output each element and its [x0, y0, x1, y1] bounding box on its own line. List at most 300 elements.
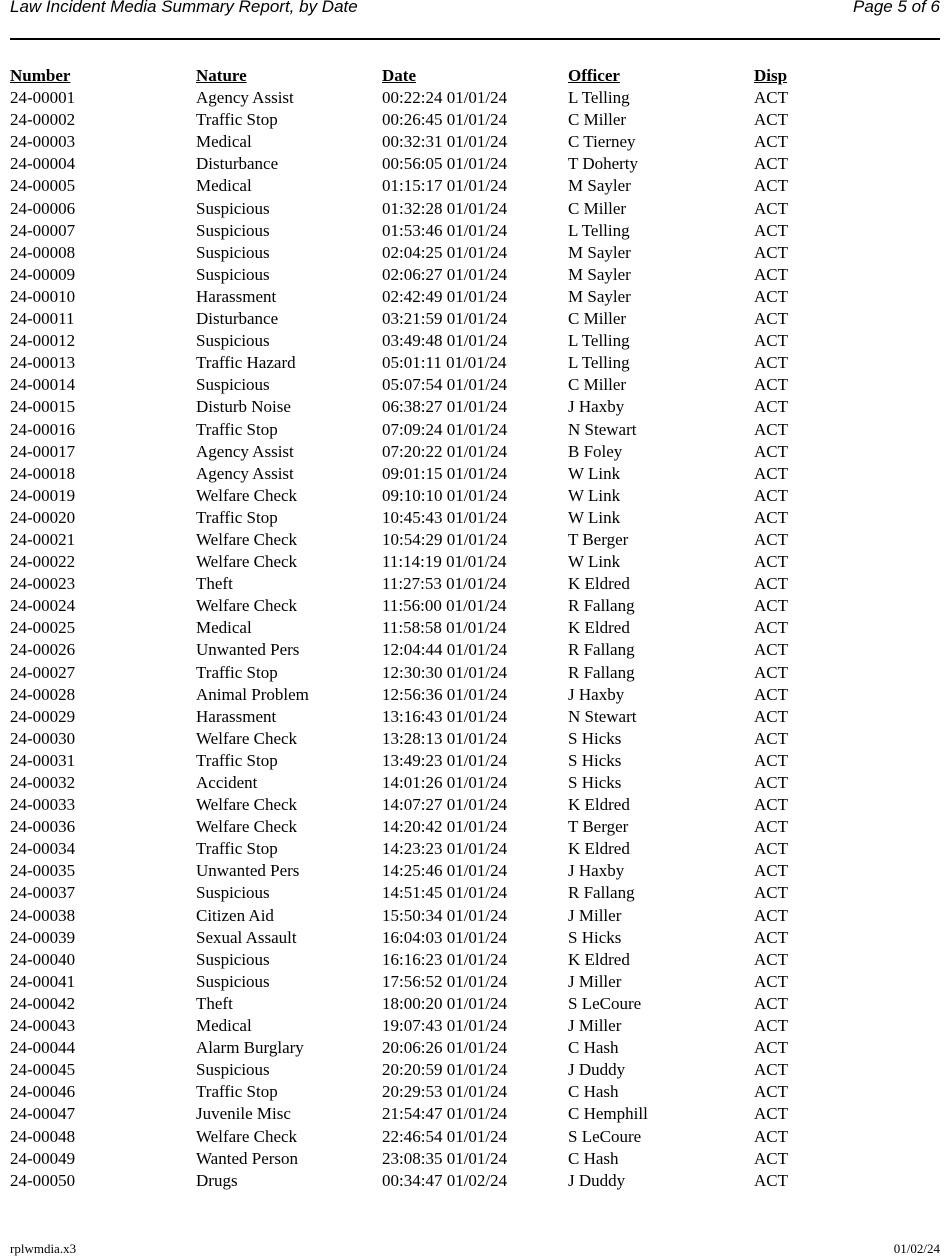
table-row [10, 728, 940, 750]
incident-date: 14:51:45 01/01/24 [382, 883, 508, 903]
incident-officer: N Stewart [568, 419, 637, 439]
incident-officer: L Telling [568, 220, 630, 240]
incident-disp: ACT [754, 1082, 788, 1102]
incident-date: 02:06:27 01/01/24 [382, 264, 508, 284]
incident-nature: Traffic Stop [196, 662, 278, 682]
incident-nature: Medical [196, 1016, 252, 1036]
table-row [10, 242, 940, 264]
incident-number: 24-00039 [10, 927, 76, 947]
table-row [10, 175, 940, 197]
incident-number: 24-00004 [10, 154, 76, 174]
table-row [10, 573, 940, 595]
incident-nature: Traffic Stop [196, 1082, 278, 1102]
table-row [10, 617, 940, 639]
table-row [10, 662, 940, 684]
incident-nature: Harassment [196, 286, 277, 306]
table-row [10, 971, 940, 993]
incident-nature: Traffic Stop [196, 839, 278, 859]
incident-number: 24-00002 [10, 110, 76, 130]
incident-disp: ACT [754, 1126, 788, 1146]
incident-nature: Welfare Check [196, 596, 298, 616]
incident-disp: ACT [754, 529, 788, 549]
incident-officer: R Fallang [568, 662, 635, 682]
incident-date: 03:21:59 01/01/24 [382, 309, 508, 329]
incident-disp: ACT [754, 132, 788, 152]
incident-disp: ACT [754, 552, 788, 572]
incident-officer: S Hicks [568, 750, 622, 770]
incident-number: 24-00001 [10, 88, 76, 108]
incident-nature: Unwanted Pers [196, 861, 300, 881]
incident-date: 16:04:03 01/01/24 [382, 927, 508, 947]
incident-date: 13:49:23 01/01/24 [382, 750, 508, 770]
table-row [10, 551, 940, 573]
table-row [10, 794, 940, 816]
incident-number: 24-00034 [10, 839, 76, 859]
incident-disp: ACT [754, 1060, 788, 1080]
incident-nature: Agency Assist [196, 441, 294, 461]
incident-date: 01:53:46 01/01/24 [382, 220, 508, 240]
incident-officer: R Fallang [568, 596, 635, 616]
incident-date: 11:58:58 01/01/24 [382, 618, 507, 638]
incident-nature: Medical [196, 176, 252, 196]
incident-nature: Traffic Stop [196, 507, 278, 527]
incident-disp: ACT [754, 375, 788, 395]
incident-date: 01:32:28 01/01/24 [382, 198, 508, 218]
incident-number: 24-00037 [10, 883, 76, 903]
incident-disp: ACT [754, 883, 788, 903]
incident-date: 10:54:29 01/01/24 [382, 529, 508, 549]
incident-nature: Disturbance [196, 154, 279, 174]
incident-number: 24-00047 [10, 1104, 76, 1124]
incident-officer: C Miller [568, 309, 627, 329]
table-row [10, 750, 940, 772]
incident-disp: ACT [754, 839, 788, 859]
incident-disp: ACT [754, 309, 788, 329]
incident-disp: ACT [754, 463, 788, 483]
incident-officer: C Miller [568, 198, 627, 218]
incident-nature: Drugs [196, 1170, 238, 1190]
incident-disp: ACT [754, 949, 788, 969]
incident-number: 24-00043 [10, 1016, 76, 1036]
incident-officer: K Eldred [568, 574, 630, 594]
table-row [10, 1148, 940, 1170]
incident-disp: ACT [754, 640, 788, 660]
incident-nature: Welfare Check [196, 795, 298, 815]
incident-date: 16:16:23 01/01/24 [382, 949, 508, 969]
incident-number: 24-00024 [10, 596, 76, 616]
table-row [10, 109, 940, 131]
incident-nature: Medical [196, 618, 252, 638]
incident-number: 24-00045 [10, 1060, 76, 1080]
incident-disp: ACT [754, 331, 788, 351]
incident-nature: Alarm Burglary [196, 1038, 304, 1058]
incident-date: 09:10:10 01/01/24 [382, 485, 508, 505]
table-row [10, 87, 940, 109]
incident-date: 00:22:24 01/01/24 [382, 88, 508, 108]
page-number: Page 5 of 6 [853, 0, 940, 16]
incident-date: 19:07:43 01/01/24 [382, 1016, 508, 1036]
incident-officer: J Haxby [568, 861, 625, 881]
incident-officer: L Telling [568, 88, 630, 108]
incident-disp: ACT [754, 1038, 788, 1058]
incident-disp: ACT [754, 1016, 788, 1036]
incident-officer: J Miller [568, 1016, 622, 1036]
incident-number: 24-00006 [10, 198, 76, 218]
incident-nature: Suspicious [196, 331, 270, 351]
page-header [0, 0, 950, 22]
incident-officer: W Link [568, 552, 621, 572]
table-body [10, 87, 940, 1192]
incident-date: 06:38:27 01/01/24 [382, 397, 508, 417]
incident-date: 21:54:47 01/01/24 [382, 1104, 508, 1124]
incident-officer: L Telling [568, 353, 630, 373]
incident-date: 18:00:20 01/01/24 [382, 993, 508, 1013]
table-row [10, 949, 940, 971]
table-row [10, 882, 940, 904]
incident-nature: Animal Problem [196, 684, 309, 704]
incident-disp: ACT [754, 773, 788, 792]
incident-nature: Juvenile Misc [196, 1104, 291, 1124]
column-header-disp: Disp [754, 66, 788, 85]
incident-disp: ACT [754, 927, 788, 947]
incident-nature: Welfare Check [196, 485, 298, 505]
incident-officer: J Haxby [568, 397, 625, 417]
incident-number: 24-00005 [10, 176, 76, 196]
incident-date: 14:01:26 01/01/24 [382, 773, 508, 792]
incident-disp: ACT [754, 441, 788, 461]
table-row [10, 463, 940, 485]
report-table [10, 65, 940, 1192]
incident-date: 00:56:05 01/01/24 [382, 154, 508, 174]
incident-date: 00:26:45 01/01/24 [382, 110, 508, 130]
incident-date: 13:16:43 01/01/24 [382, 706, 508, 726]
incident-disp: ACT [754, 353, 788, 373]
incident-number: 24-00016 [10, 419, 76, 439]
incident-date: 00:34:47 01/02/24 [382, 1170, 508, 1190]
incident-date: 07:20:22 01/01/24 [382, 441, 508, 461]
incident-number: 24-00020 [10, 507, 76, 527]
incident-disp: ACT [754, 817, 788, 837]
incident-disp: ACT [754, 507, 788, 527]
incident-date: 17:56:52 01/01/24 [382, 971, 508, 991]
table-row [10, 1126, 940, 1148]
table-row [10, 1170, 940, 1192]
incident-officer: C Hash [568, 1082, 619, 1102]
incident-date: 14:25:46 01/01/24 [382, 861, 508, 881]
incident-disp: ACT [754, 706, 788, 726]
incident-nature: Welfare Check [196, 529, 298, 549]
incident-officer: R Fallang [568, 883, 635, 903]
incident-number: 24-00032 [10, 773, 76, 792]
incident-date: 23:08:35 01/01/24 [382, 1148, 508, 1168]
incident-disp: ACT [754, 618, 788, 638]
table-row [10, 131, 940, 153]
incident-disp: ACT [754, 1148, 788, 1168]
incident-nature: Suspicious [196, 971, 270, 991]
incident-number: 24-00012 [10, 331, 76, 351]
incident-number: 24-00014 [10, 375, 76, 395]
table-row [10, 264, 940, 286]
incident-disp: ACT [754, 993, 788, 1013]
footer-program-name: rplwmdia.x3 [10, 1241, 77, 1256]
incident-number: 24-00013 [10, 353, 76, 373]
incident-date: 15:50:34 01/01/24 [382, 905, 508, 925]
incident-nature: Unwanted Pers [196, 640, 300, 660]
incident-number: 24-00009 [10, 264, 76, 284]
incident-date: 20:20:59 01/01/24 [382, 1060, 508, 1080]
incident-date: 13:28:13 01/01/24 [382, 728, 508, 748]
incident-nature: Disturb Noise [196, 397, 291, 417]
incident-number: 24-00027 [10, 662, 76, 682]
incident-number: 24-00017 [10, 441, 76, 461]
incident-officer: W Link [568, 463, 621, 483]
incident-officer: J Miller [568, 971, 622, 991]
incident-nature: Suspicious [196, 264, 270, 284]
incident-number: 24-00041 [10, 971, 76, 991]
incident-disp: ACT [754, 110, 788, 130]
incident-officer: C Hemphill [568, 1104, 648, 1124]
incident-nature: Accident [196, 773, 258, 792]
incident-disp: ACT [754, 662, 788, 682]
incident-officer: R Fallang [568, 640, 635, 660]
incident-nature: Sexual Assault [196, 927, 297, 947]
incident-disp: ACT [754, 419, 788, 439]
incident-number: 24-00010 [10, 286, 76, 306]
incident-number: 24-00023 [10, 574, 76, 594]
table-row [10, 1059, 940, 1081]
incident-disp: ACT [754, 684, 788, 704]
report-title: Law Incident Media Summary Report, by Date [10, 0, 358, 16]
table-row [10, 1081, 940, 1103]
incident-nature: Suspicious [196, 198, 270, 218]
incident-number: 24-00040 [10, 949, 76, 969]
column-header-nature: Nature [196, 66, 247, 85]
incident-disp: ACT [754, 971, 788, 991]
incident-disp: ACT [754, 1170, 788, 1190]
table-row [10, 1103, 940, 1125]
incident-number: 24-00021 [10, 529, 76, 549]
incident-disp: ACT [754, 88, 788, 108]
incident-number: 24-00028 [10, 684, 76, 704]
incident-officer: T Berger [568, 529, 629, 549]
table-row [10, 352, 940, 374]
incident-date: 22:46:54 01/01/24 [382, 1126, 508, 1146]
table-row [10, 529, 940, 551]
table-row [10, 396, 940, 418]
incident-number: 24-00007 [10, 220, 76, 240]
incident-nature: Theft [196, 574, 233, 594]
table-row [10, 595, 940, 617]
table-row [10, 286, 940, 308]
table-row [10, 198, 940, 220]
incident-number: 24-00035 [10, 861, 76, 881]
table-row [10, 706, 940, 728]
incident-disp: ACT [754, 242, 788, 262]
incident-nature: Harassment [196, 706, 277, 726]
incident-officer: J Haxby [568, 684, 625, 704]
incident-officer: K Eldred [568, 795, 630, 815]
incident-disp: ACT [754, 861, 788, 881]
table-row [10, 684, 940, 706]
incident-nature: Welfare Check [196, 728, 298, 748]
incident-nature: Traffic Stop [196, 750, 278, 770]
incident-nature: Traffic Stop [196, 110, 278, 130]
incident-number: 24-00008 [10, 242, 76, 262]
incident-number: 24-00025 [10, 618, 76, 638]
incident-date: 10:45:43 01/01/24 [382, 507, 508, 527]
incident-disp: ACT [754, 574, 788, 594]
incident-number: 24-00049 [10, 1148, 76, 1168]
incident-nature: Suspicious [196, 949, 270, 969]
incident-officer: K Eldred [568, 839, 630, 859]
incident-officer: C Tierney [568, 132, 636, 152]
incident-officer: S Hicks [568, 773, 622, 792]
table-row [10, 308, 940, 330]
incident-nature: Suspicious [196, 1060, 270, 1080]
incident-number: 24-00030 [10, 728, 76, 748]
incident-nature: Agency Assist [196, 463, 294, 483]
incident-officer: J Miller [568, 905, 622, 925]
incident-officer: T Berger [568, 817, 629, 837]
incident-officer: M Sayler [568, 176, 631, 196]
table-row [10, 1015, 940, 1037]
incident-date: 20:06:26 01/01/24 [382, 1038, 508, 1058]
incident-date: 07:09:24 01/01/24 [382, 419, 508, 439]
incident-officer: S Hicks [568, 927, 622, 947]
column-header-officer: Officer [568, 66, 620, 85]
incident-nature: Theft [196, 993, 233, 1013]
incident-date: 20:29:53 01/01/24 [382, 1082, 508, 1102]
incident-officer: S LeCoure [568, 993, 642, 1013]
incident-disp: ACT [754, 176, 788, 196]
table-row [10, 1037, 940, 1059]
incident-officer: W Link [568, 507, 621, 527]
incident-date: 11:14:19 01/01/24 [382, 552, 507, 572]
incident-date: 05:07:54 01/01/24 [382, 375, 508, 395]
incident-number: 24-00003 [10, 132, 76, 152]
incident-number: 24-00046 [10, 1082, 76, 1102]
table-header-row [10, 65, 940, 87]
table-row [10, 220, 940, 242]
incident-number: 24-00018 [10, 463, 76, 483]
incident-disp: ACT [754, 286, 788, 306]
incident-nature: Suspicious [196, 883, 270, 903]
incident-disp: ACT [754, 905, 788, 925]
column-header-date: Date [382, 66, 416, 85]
incident-number: 24-00050 [10, 1170, 76, 1190]
table-row [10, 639, 940, 661]
incident-nature: Suspicious [196, 220, 270, 240]
incident-officer: J Duddy [568, 1060, 626, 1080]
incident-nature: Citizen Aid [196, 905, 274, 925]
incident-date: 11:56:00 01/01/24 [382, 596, 507, 616]
table-row [10, 485, 940, 507]
incident-officer: B Foley [568, 441, 623, 461]
table-row [10, 905, 940, 927]
incident-date: 12:56:36 01/01/24 [382, 684, 508, 704]
incident-number: 24-00038 [10, 905, 76, 925]
incident-officer: L Telling [568, 331, 630, 351]
incident-number: 24-00026 [10, 640, 76, 660]
incident-number: 24-00019 [10, 485, 76, 505]
incident-officer: K Eldred [568, 618, 630, 638]
incident-officer: C Miller [568, 375, 627, 395]
incident-nature: Agency Assist [196, 88, 294, 108]
table-row [10, 507, 940, 529]
incident-disp: ACT [754, 1104, 788, 1124]
incident-nature: Traffic Hazard [196, 353, 296, 373]
incident-nature: Traffic Stop [196, 419, 278, 439]
incident-date: 09:01:15 01/01/24 [382, 463, 508, 483]
incident-disp: ACT [754, 795, 788, 815]
table-row [10, 993, 940, 1015]
incident-disp: ACT [754, 750, 788, 770]
incident-date: 05:01:11 01/01/24 [382, 353, 507, 373]
incident-nature: Welfare Check [196, 1126, 298, 1146]
incident-number: 24-00048 [10, 1126, 76, 1146]
incident-officer: S LeCoure [568, 1126, 642, 1146]
incident-number: 24-00044 [10, 1038, 76, 1058]
incident-disp: ACT [754, 154, 788, 174]
incident-date: 14:23:23 01/01/24 [382, 839, 508, 859]
page-footer [0, 1240, 950, 1258]
incident-disp: ACT [754, 198, 788, 218]
incident-date: 11:27:53 01/01/24 [382, 574, 507, 594]
column-header-number: Number [10, 66, 71, 85]
incident-date: 12:30:30 01/01/24 [382, 662, 508, 682]
incident-number: 24-00031 [10, 750, 76, 770]
incident-officer: M Sayler [568, 264, 631, 284]
incident-number: 24-00011 [10, 309, 75, 329]
table-row [10, 816, 940, 838]
incident-disp: ACT [754, 220, 788, 240]
table-row [10, 330, 940, 352]
incident-officer: C Hash [568, 1038, 619, 1058]
incident-nature: Disturbance [196, 309, 279, 329]
incident-officer: S Hicks [568, 728, 622, 748]
incident-officer: W Link [568, 485, 621, 505]
table-row [10, 419, 940, 441]
footer-print-date: 01/02/24 [893, 1241, 940, 1256]
incident-officer: N Stewart [568, 706, 637, 726]
table-row [10, 860, 940, 882]
incident-number: 24-00015 [10, 397, 76, 417]
incident-disp: ACT [754, 728, 788, 748]
incident-date: 14:20:42 01/01/24 [382, 817, 508, 837]
incident-date: 02:42:49 01/01/24 [382, 286, 508, 306]
incident-officer: C Miller [568, 110, 627, 130]
incident-nature: Wanted Person [196, 1148, 299, 1168]
incident-disp: ACT [754, 397, 788, 417]
table-row [10, 927, 940, 949]
incident-officer: M Sayler [568, 286, 631, 306]
table-row [10, 374, 940, 396]
table-row [10, 153, 940, 175]
incident-number: 24-00029 [10, 706, 76, 726]
incident-nature: Suspicious [196, 242, 270, 262]
incident-date: 00:32:31 01/01/24 [382, 132, 508, 152]
incident-disp: ACT [754, 485, 788, 505]
incident-number: 24-00022 [10, 552, 76, 572]
incident-nature: Welfare Check [196, 552, 298, 572]
incident-officer: K Eldred [568, 949, 630, 969]
incident-number: 24-00033 [10, 795, 76, 815]
incident-disp: ACT [754, 596, 788, 616]
incident-number: 24-00042 [10, 993, 76, 1013]
table-row [10, 441, 940, 463]
incident-nature: Medical [196, 132, 252, 152]
incident-officer: T Doherty [568, 154, 639, 174]
